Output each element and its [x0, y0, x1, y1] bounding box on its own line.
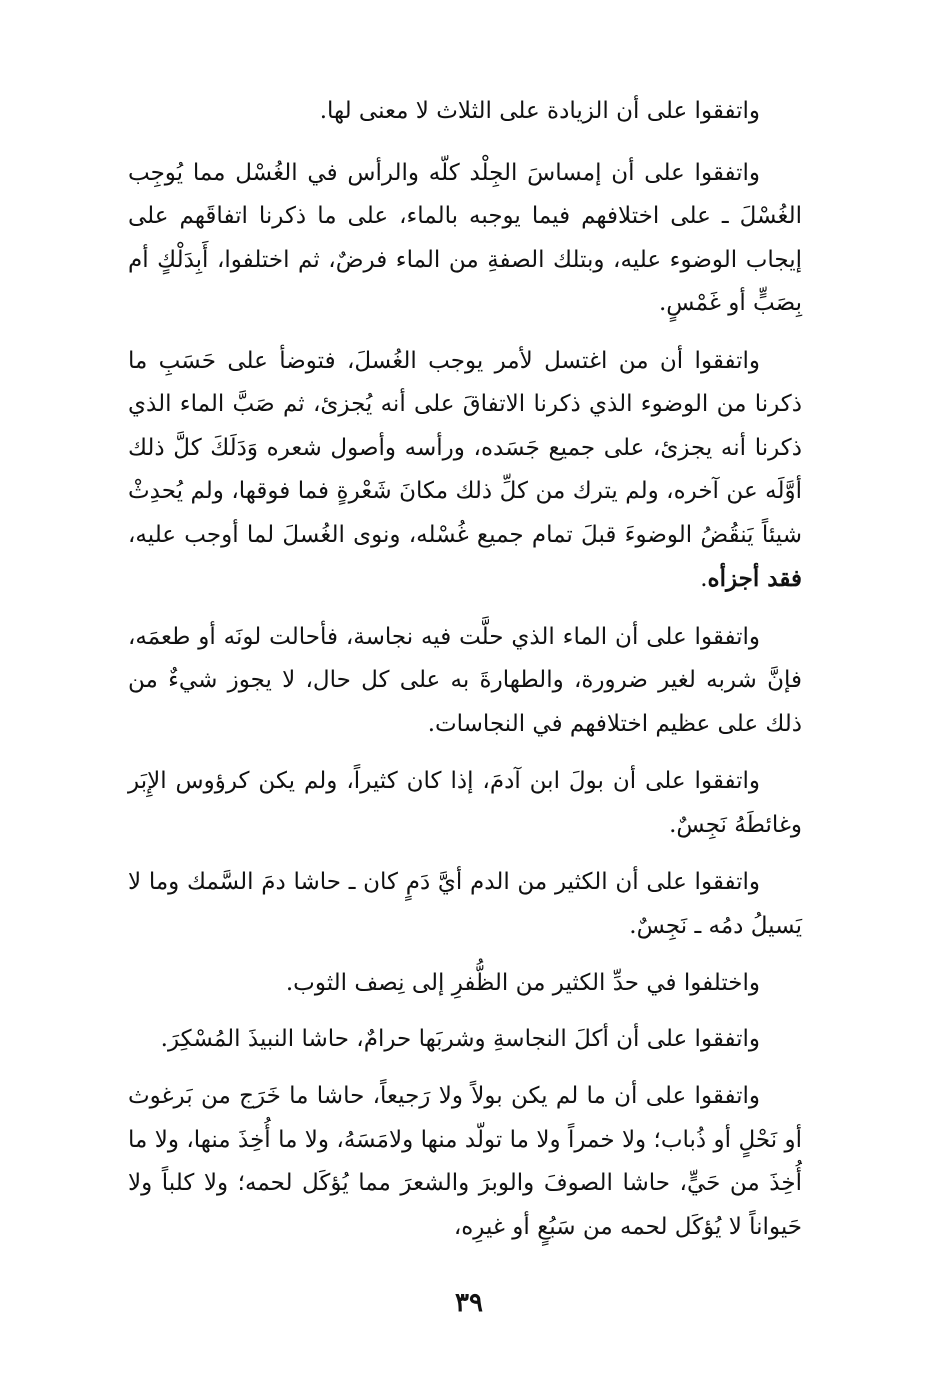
paragraph-6: واتفقوا على أن الكثير من الدم أيَّ دَمٍ كان ـ حاشا دمَ السَّمك وما لا يَسيلُ دمُه ـ نَجِسٌ.: [128, 869, 802, 939]
paragraph-3: [128, 340, 802, 602]
paragraph-7: واختلفوا في حدِّ الكثير من الظُّفرِ إلى نِصف الثوب.: [285, 970, 760, 996]
paragraph-4: واتفقوا على أن الماء الذي حلَّت فيه نجاسة، فأحالت لونَه أو طعمَه، فإنَّ شربه لغير ضرورة، والطهارةَ به على كل حال، لا يجوز شيءٌ من ذلك على عظيم اختلافهم في النجاسات.: [128, 623, 802, 737]
paragraph-2: واتفقوا على أن إمساسَ الجِلْد كلّه والرأس في الغُسْل مما يُوجِب الغُسْلَ ـ على اختلافهم فيما يوجبه بالماء، على ما ذكرنا اتفاقَهم على إيجاب الوضوء عليه، وبتلك الصفةِ من الماء فرضٌ، ثم اختلفوا، أَبِدَلْكٍ أم بِصَبٍّ أو غَمْسٍ.: [128, 159, 803, 316]
paragraph-3-bold-phrase: فقد أجزأه: [707, 565, 802, 592]
page-number: ٣٩: [455, 1288, 483, 1318]
paragraph-3-text: واتفقوا أن من اغتسل لأمر يوجب الغُسلَ، فتوضأ على حَسَبِ ما ذكرنا من الوضوء الذي ذكرنا الاتفاقَ على أنه يُجزئ، ثم صَبَّ الماء الذي ذكرنا أنه يجزئ، على جميع جَسَده، ورأسه وأصول شعره وَدَلَكَ كلَّ ذلك أوَّلَه عن آخره، ولم يترك من كلِّ ذلك مكانَ شَعْرةٍ فما فوقها، ولم يُحدِثْ شيئاً يَنقُضُ الوضوءَ قبلَ تمام جميع غُسْله، ونوى الغُسلَ لما أوجب عليه،: [128, 347, 802, 548]
paragraph-1: واتفقوا على أن الزيادة على الثلاث لا معنى لها.: [319, 98, 760, 124]
paragraph-3-end: .: [700, 566, 708, 592]
paragraph-8: واتفقوا على أن أكلَ النجاسةِ وشربَها حرامٌ، حاشا النبيذَ المُسْكِرَ.: [160, 1025, 760, 1052]
paragraph-5: واتفقوا على أن بولَ ابن آدمَ، إذا كان كثيراً، ولم يكن كرؤوس الإِبَر وغائطَهُ نَجِسٌ.: [128, 768, 802, 838]
body-text: [128, 90, 802, 1263]
paragraph-9: واتفقوا على أن ما لم يكن بولاً ولا رَجيعاً، حاشا ما خَرَج من بَرغوث أو نَحْلٍ أو ذُباب؛ ولا خمراً ولا ما تولّد منها ولامَسَهُ، ولا ما أُخِذَ منها، ولا ما أُخِذَ من حَيٍّ، حاشا الصوفَ والوبرَ والشعرَ مما يُؤكَل لحمه؛ ولا كلباً ولا حَيواناً لا يُؤكَل لحمه من سَبُعٍ أو غيرِه،: [128, 1083, 802, 1240]
